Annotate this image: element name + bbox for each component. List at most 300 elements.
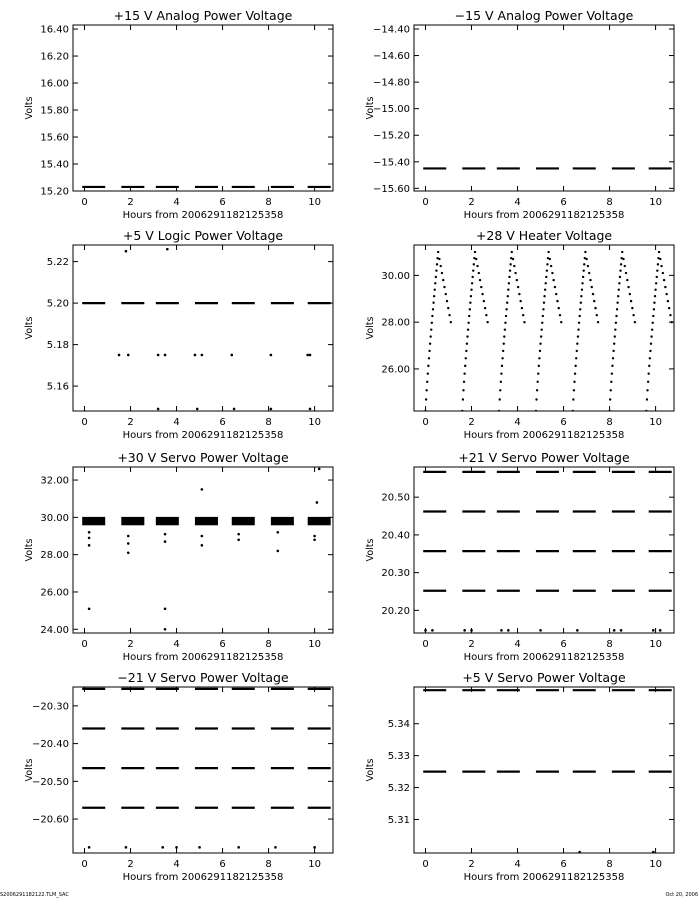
data-point (554, 286, 556, 288)
y-axis-label: Volts (365, 538, 376, 562)
y-tick-label: 28.00 (40, 550, 69, 562)
data-point (654, 295, 656, 297)
data-point (446, 300, 448, 302)
x-tick-label: 0 (422, 417, 429, 428)
data-point (503, 343, 505, 345)
data-point (660, 265, 662, 267)
data-point (509, 263, 511, 265)
data-point (474, 251, 476, 253)
data-point (201, 544, 204, 547)
x-tick-label: 8 (265, 197, 272, 208)
x-tick-label: 6 (219, 417, 226, 428)
data-point (648, 365, 650, 367)
x-tick-label: 2 (468, 859, 475, 870)
data-point (653, 302, 655, 304)
data-point (537, 372, 539, 374)
data-point (157, 408, 160, 411)
x-tick-label: 6 (560, 639, 567, 650)
data-point (523, 321, 525, 323)
data-layer (423, 690, 671, 853)
data-point (619, 269, 621, 271)
data-point (579, 308, 581, 310)
data-point (484, 307, 486, 309)
y-tick-label: 15.80 (40, 105, 69, 117)
chart-panel-8 (365, 670, 674, 883)
data-point (659, 629, 662, 632)
data-point (164, 607, 167, 610)
data-point (509, 269, 511, 271)
data-point (546, 263, 548, 265)
data-point (620, 263, 622, 265)
y-axis-label: Volts (365, 758, 376, 782)
data-point (448, 314, 450, 316)
x-axis-label: Hours from 2006291182125358 (122, 652, 284, 663)
data-point (471, 276, 473, 278)
y-tick-label: −15.60 (372, 183, 410, 195)
data-point (649, 357, 651, 359)
data-point (536, 381, 538, 383)
data-layer (424, 251, 673, 412)
x-tick-label: 0 (81, 417, 88, 428)
data-point (429, 343, 431, 345)
data-point (441, 272, 443, 274)
x-tick-label: 4 (514, 859, 521, 870)
data-point (445, 293, 447, 295)
y-tick-label: 20.30 (381, 568, 410, 580)
y-tick-label: 5.22 (46, 257, 69, 269)
data-point (428, 350, 430, 352)
data-point (580, 302, 582, 304)
data-point (166, 248, 169, 251)
y-tick-label: 5.16 (46, 381, 69, 393)
data-point (626, 279, 628, 281)
y-tick-label: 5.34 (387, 719, 410, 731)
data-point (596, 314, 598, 316)
data-point (654, 289, 656, 291)
data-point (609, 398, 611, 400)
data-point (194, 354, 197, 357)
data-point (584, 251, 586, 253)
data-point (651, 328, 653, 330)
chart-title: +21 V Servo Power Voltage (458, 450, 630, 465)
data-point (578, 315, 580, 317)
plot-frame (73, 25, 333, 191)
data-point (592, 293, 594, 295)
data-point (576, 350, 578, 352)
data-point (645, 410, 647, 412)
data-point (650, 335, 652, 337)
data-point (575, 357, 577, 359)
data-point (652, 315, 654, 317)
data-point (574, 365, 576, 367)
data-point (655, 282, 657, 284)
y-tick-label: 32.00 (40, 475, 69, 487)
y-tick-label: −14.60 (372, 51, 410, 63)
data-point (543, 302, 545, 304)
data-point (237, 538, 240, 541)
data-point (467, 322, 469, 324)
data-point (616, 302, 618, 304)
data-point (501, 357, 503, 359)
data-point (480, 286, 482, 288)
x-axis-label: Hours from 2006291182125358 (463, 652, 625, 663)
data-point (552, 279, 554, 281)
data-point (432, 308, 434, 310)
y-tick-label: 26.00 (40, 587, 69, 599)
x-tick-label: 4 (514, 417, 521, 428)
y-tick-label: 5.31 (387, 814, 410, 826)
data-point (434, 289, 436, 291)
data-point (615, 322, 617, 324)
x-tick-label: 10 (308, 197, 321, 208)
data-point (157, 354, 160, 357)
x-tick-label: 10 (649, 417, 662, 428)
data-point (88, 537, 91, 540)
y-tick-label: 15.40 (40, 159, 69, 171)
y-tick-label: 30.00 (40, 512, 69, 524)
data-point (164, 540, 167, 543)
x-tick-label: 8 (606, 197, 613, 208)
data-point (662, 272, 664, 274)
data-point (125, 846, 128, 849)
data-point (464, 365, 466, 367)
x-tick-label: 10 (649, 859, 662, 870)
data-point (507, 629, 510, 632)
x-tick-label: 4 (514, 639, 521, 650)
data-point (425, 398, 427, 400)
data-point (578, 851, 581, 854)
data-point (465, 350, 467, 352)
data-point (512, 258, 514, 260)
x-tick-label: 0 (81, 639, 88, 650)
data-point (576, 629, 579, 632)
x-tick-label: 4 (173, 859, 180, 870)
y-tick-label: −15.20 (372, 130, 410, 142)
data-point (573, 389, 575, 391)
data-point (630, 300, 632, 302)
data-point (467, 328, 469, 330)
data-point (88, 531, 91, 534)
data-point (545, 276, 547, 278)
y-tick-label: 20.20 (381, 605, 410, 617)
data-point (472, 269, 474, 271)
data-point (544, 289, 546, 291)
data-point (581, 289, 583, 291)
x-axis-label: Hours from 2006291182125358 (463, 430, 625, 441)
data-point (580, 295, 582, 297)
y-tick-label: 20.40 (381, 530, 410, 542)
data-point (432, 302, 434, 304)
x-tick-label: 4 (173, 417, 180, 428)
data-point (318, 468, 321, 471)
data-point (647, 381, 649, 383)
data-point (514, 272, 516, 274)
data-point (663, 279, 665, 281)
data-point (431, 315, 433, 317)
data-point (535, 410, 537, 412)
x-tick-label: 0 (422, 859, 429, 870)
y-tick-label: 5.33 (387, 751, 410, 763)
data-point (588, 272, 590, 274)
data-band (156, 517, 179, 525)
y-tick-label: 16.40 (40, 24, 69, 36)
data-point (502, 350, 504, 352)
data-point (507, 295, 509, 297)
data-point (611, 365, 613, 367)
y-tick-label: −14.40 (372, 24, 410, 36)
y-tick-label: 20.50 (381, 492, 410, 504)
plot-frame (414, 687, 674, 853)
data-point (574, 372, 576, 374)
data-point (127, 542, 130, 545)
x-axis-label: Hours from 2006291182125358 (122, 430, 284, 441)
data-point (276, 531, 279, 534)
x-axis-label: Hours from 2006291182125358 (122, 210, 284, 221)
data-point (669, 314, 671, 316)
data-point (466, 343, 468, 345)
data-point (468, 315, 470, 317)
data-point (198, 846, 201, 849)
data-point (461, 410, 463, 412)
data-point (646, 389, 648, 391)
data-point (624, 265, 626, 267)
y-tick-label: 24.00 (40, 624, 69, 636)
x-tick-label: 10 (308, 859, 321, 870)
data-point (462, 389, 464, 391)
data-point (658, 251, 660, 253)
y-tick-label: 5.18 (46, 340, 69, 352)
x-tick-label: 0 (422, 197, 429, 208)
y-axis-label: Volts (24, 758, 35, 782)
data-point (463, 629, 466, 632)
plot-frame (414, 25, 674, 191)
x-tick-label: 0 (81, 197, 88, 208)
data-point (539, 343, 541, 345)
data-point (429, 335, 431, 337)
data-point (475, 258, 477, 260)
data-point (608, 410, 610, 412)
footer-date: Oct 20, 2006 (665, 892, 698, 898)
x-tick-label: 2 (468, 417, 475, 428)
x-tick-label: 4 (514, 197, 521, 208)
data-point (485, 314, 487, 316)
data-point (619, 276, 621, 278)
data-point (665, 293, 667, 295)
data-point (478, 272, 480, 274)
x-axis-label: Hours from 2006291182125358 (463, 210, 625, 221)
data-point (656, 276, 658, 278)
data-point (125, 250, 128, 253)
data-point (659, 258, 661, 260)
chart-panel-1 (24, 8, 333, 221)
data-point (505, 315, 507, 317)
data-point (521, 307, 523, 309)
data-point (500, 372, 502, 374)
y-tick-label: −15.40 (372, 157, 410, 169)
x-tick-label: 8 (606, 859, 613, 870)
data-point (581, 282, 583, 284)
chart-title: +5 V Servo Power Voltage (462, 670, 626, 685)
x-tick-label: 6 (219, 639, 226, 650)
data-point (621, 251, 623, 253)
data-point (500, 381, 502, 383)
data-point (270, 408, 273, 411)
data-point (657, 263, 659, 265)
data-point (127, 535, 130, 538)
data-point (438, 258, 440, 260)
chart-title: +5 V Logic Power Voltage (122, 228, 284, 243)
data-point (465, 357, 467, 359)
x-tick-label: 2 (127, 639, 134, 650)
data-point (618, 289, 620, 291)
data-point (542, 308, 544, 310)
data-point (611, 372, 613, 374)
y-tick-label: 28.00 (381, 317, 410, 329)
data-point (589, 279, 591, 281)
data-point (536, 389, 538, 391)
data-point (587, 265, 589, 267)
data-point (653, 308, 655, 310)
data-band (82, 517, 105, 525)
data-point (652, 851, 655, 854)
x-tick-label: 2 (127, 417, 134, 428)
data-band (121, 517, 144, 525)
data-point (513, 265, 515, 267)
y-tick-label: 30.00 (381, 270, 410, 282)
data-point (447, 307, 449, 309)
data-point (486, 321, 488, 323)
x-tick-label: 8 (265, 639, 272, 650)
data-point (316, 501, 319, 504)
x-tick-label: 6 (560, 417, 567, 428)
data-point (560, 321, 562, 323)
data-point (582, 269, 584, 271)
data-point (118, 354, 121, 357)
data-point (627, 286, 629, 288)
data-point (649, 350, 651, 352)
data-point (558, 307, 560, 309)
y-tick-label: −15.00 (372, 104, 410, 116)
data-point (591, 286, 593, 288)
data-point (309, 354, 312, 357)
data-band (232, 517, 255, 525)
data-point (622, 258, 624, 260)
x-tick-label: 10 (308, 639, 321, 650)
data-point (508, 276, 510, 278)
data-point (462, 398, 464, 400)
y-tick-label: −14.80 (372, 77, 410, 89)
x-tick-label: 6 (560, 197, 567, 208)
data-point (424, 629, 427, 632)
data-point (559, 314, 561, 316)
data-point (504, 322, 506, 324)
data-point (437, 251, 439, 253)
data-point (427, 372, 429, 374)
x-axis-label: Hours from 2006291182125358 (463, 872, 625, 883)
y-tick-label: −20.50 (31, 776, 69, 788)
footer-file-name: S2006291182122.TLM_SAC (0, 892, 69, 898)
data-point (506, 302, 508, 304)
data-layer (82, 248, 330, 410)
y-tick-label: 26.00 (381, 364, 410, 376)
data-point (500, 629, 503, 632)
x-tick-label: 6 (219, 859, 226, 870)
data-point (439, 265, 441, 267)
x-tick-label: 2 (468, 197, 475, 208)
data-point (540, 328, 542, 330)
data-point (610, 381, 612, 383)
x-tick-label: 2 (127, 859, 134, 870)
data-point (466, 335, 468, 337)
x-tick-label: 10 (649, 639, 662, 650)
data-point (535, 398, 537, 400)
y-tick-label: 15.60 (40, 132, 69, 144)
data-point (481, 293, 483, 295)
x-tick-label: 0 (81, 859, 88, 870)
chart-panel-5 (24, 450, 333, 663)
data-point (470, 289, 472, 291)
data-point (652, 322, 654, 324)
x-tick-label: 6 (560, 859, 567, 870)
data-point (504, 328, 506, 330)
data-point (576, 343, 578, 345)
data-point (476, 265, 478, 267)
data-point (646, 398, 648, 400)
data-point (435, 276, 437, 278)
chart-panel-3 (24, 228, 333, 441)
y-axis-label: Volts (24, 96, 35, 120)
data-point (511, 251, 513, 253)
data-point (618, 282, 620, 284)
data-point (538, 365, 540, 367)
data-point (610, 389, 612, 391)
data-point (431, 322, 433, 324)
chart-title: +30 V Servo Power Voltage (117, 450, 289, 465)
data-band (195, 517, 218, 525)
data-point (471, 282, 473, 284)
data-point (164, 628, 167, 631)
data-point (436, 263, 438, 265)
plot-frame (73, 245, 333, 411)
data-point (615, 315, 617, 317)
data-point (583, 263, 585, 265)
y-tick-label: 15.20 (40, 186, 69, 198)
data-point (546, 269, 548, 271)
x-tick-label: 6 (219, 197, 226, 208)
data-point (617, 295, 619, 297)
data-point (442, 279, 444, 281)
data-point (127, 354, 130, 357)
data-point (479, 279, 481, 281)
x-tick-label: 10 (308, 417, 321, 428)
data-point (164, 354, 167, 357)
data-point (625, 272, 627, 274)
data-point (507, 289, 509, 291)
data-point (517, 286, 519, 288)
plot-frame (414, 245, 674, 411)
x-tick-label: 0 (422, 639, 429, 650)
data-point (656, 269, 658, 271)
chart-panel-2 (365, 8, 674, 221)
plot-frame (414, 467, 674, 633)
data-point (161, 846, 164, 849)
data-point (306, 354, 309, 357)
x-tick-label: 10 (649, 197, 662, 208)
data-point (88, 544, 91, 547)
y-axis-label: Volts (24, 316, 35, 340)
data-point (516, 279, 518, 281)
x-tick-label: 4 (173, 197, 180, 208)
